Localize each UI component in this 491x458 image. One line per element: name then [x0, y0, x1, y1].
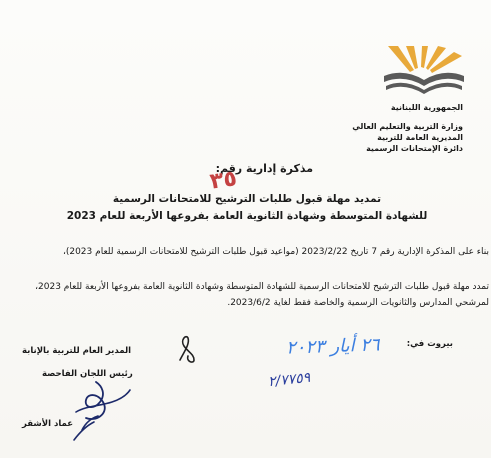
ministry-name: وزارة التربية والتعليم العالي	[352, 122, 463, 131]
subject-line-1: تمديد مهلة قبول طلبات الترشيح للامتحانات الرسمية	[112, 193, 382, 205]
body-line-1: بناء على المذكرة الإدارية رقم 7 تاريخ 2023/2/22 (مواعيد قبول طلبات الترشيح للامتحانات الرسمية للعام 2023)،	[62, 247, 489, 257]
handwritten-signature-icon	[56, 372, 138, 442]
body-line-2: تمدد مهلة قبول طلبات الترشيح للامتحانات الرسمية للشهادة المتوسطة وشهادة الثانوية العامة بفروعها الأربعة للعام 2023،	[35, 282, 489, 292]
memo-title: مذكرة إدارية رقم:	[215, 162, 313, 175]
committee-title: رئيس اللجان الفاحصة	[42, 369, 133, 379]
signer-name: عماد الأشقر	[22, 419, 74, 429]
director-title: المدير العام للتربية بالإنابة	[22, 346, 132, 356]
date-handwritten: ٢٦ أيار ٢٠٢٣	[285, 334, 380, 359]
subject-line-2: للشهادة المتوسطة وشهادة الثانوية العامة بفروعها الأربعة للعام 2023	[66, 210, 428, 222]
directorate-name: المديرية العامة للتربية	[377, 133, 463, 142]
place-label: بيروت في:	[406, 339, 453, 349]
ministry-logo-icon	[382, 46, 466, 100]
body-line-3: لمرشحي المدارس والثانويات الرسمية والخاصة فقط لغاية 2023/6/2.	[227, 298, 489, 308]
memo-number-handwritten: ٣٥	[208, 166, 239, 195]
republic-name: الجمهورية اللبنانية	[390, 103, 463, 112]
initial-mark-icon	[176, 334, 198, 364]
reference-handwritten: ٢/٧٧٥٩	[267, 369, 312, 391]
department-name: دائرة الإمتحانات الرسمية	[366, 144, 463, 153]
